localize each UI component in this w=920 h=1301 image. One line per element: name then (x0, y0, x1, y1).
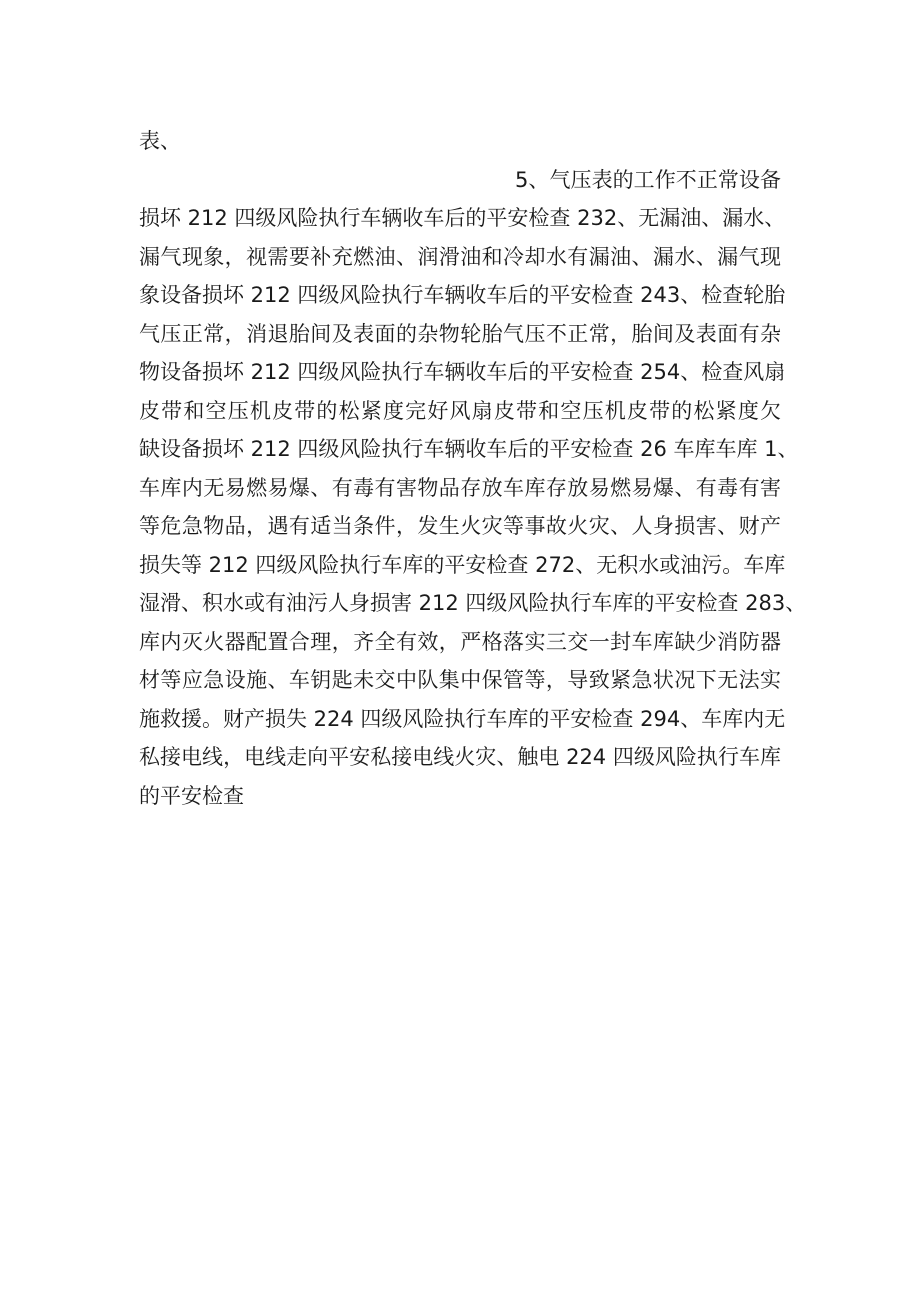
text-line: 车库内无易燃易爆、有毒有害物品存放车库存放易燃易爆、有毒有害 (139, 475, 781, 500)
text-line: 气压正常，消退胎间及表面的杂物轮胎气压不正常，胎间及表面有杂 (139, 321, 781, 346)
text-line: 损失等 212 四级风险执行车库的平安检查 272、无积水或油污。车库 (139, 552, 786, 577)
text-line: 漏气现象，视需要补充燃油、润滑油和冷却水有漏油、漏水、漏气现 (139, 244, 781, 269)
text-line: 5、气压表的工作不正常设备 (515, 167, 781, 192)
document-body-text (139, 122, 807, 815)
text-line: 物设备损坏 212 四级风险执行车辆收车后的平安检查 254、检查风扇 (139, 360, 786, 384)
text-line: 施救援。财产损失 224 四级风险执行车库的平安检查 294、车库内无 (139, 706, 786, 731)
text-line: 损坏 212 四级风险执行车辆收车后的平安检查 232、无漏油、漏水、 (139, 206, 786, 230)
text-line: 皮带和空压机皮带的松紧度完好风扇皮带和空压机皮带的松紧度欠 (139, 398, 781, 423)
text-line: 湿滑、积水或有油污人身损害 212 四级风险执行车库的平安检查 283、 (139, 591, 807, 615)
text-line: 私接电线，电线走向平安私接电线火灾、触电 224 四级风险执行车库 (139, 745, 781, 769)
text-line: 的平安检查 (139, 783, 244, 808)
text-line: 象设备损坏 212 四级风险执行车辆收车后的平安检查 243、检查轮胎 (139, 283, 786, 307)
text-line: 表、 (139, 129, 181, 153)
text-line: 等危急物品，遇有适当条件，发生火灾等事故火灾、人身损害、财产 (139, 514, 781, 538)
text-line: 库内灭火器配置合理，齐全有效，严格落实三交一封车库缺少消防器 (139, 629, 781, 654)
text-line: 材等应急设施、车钥匙未交中队集中保管等，导致紧急状况下无法实 (139, 668, 781, 692)
text-line: 缺设备损坏 212 四级风险执行车辆收车后的平安检查 26 车库车库 1、 (139, 437, 799, 461)
